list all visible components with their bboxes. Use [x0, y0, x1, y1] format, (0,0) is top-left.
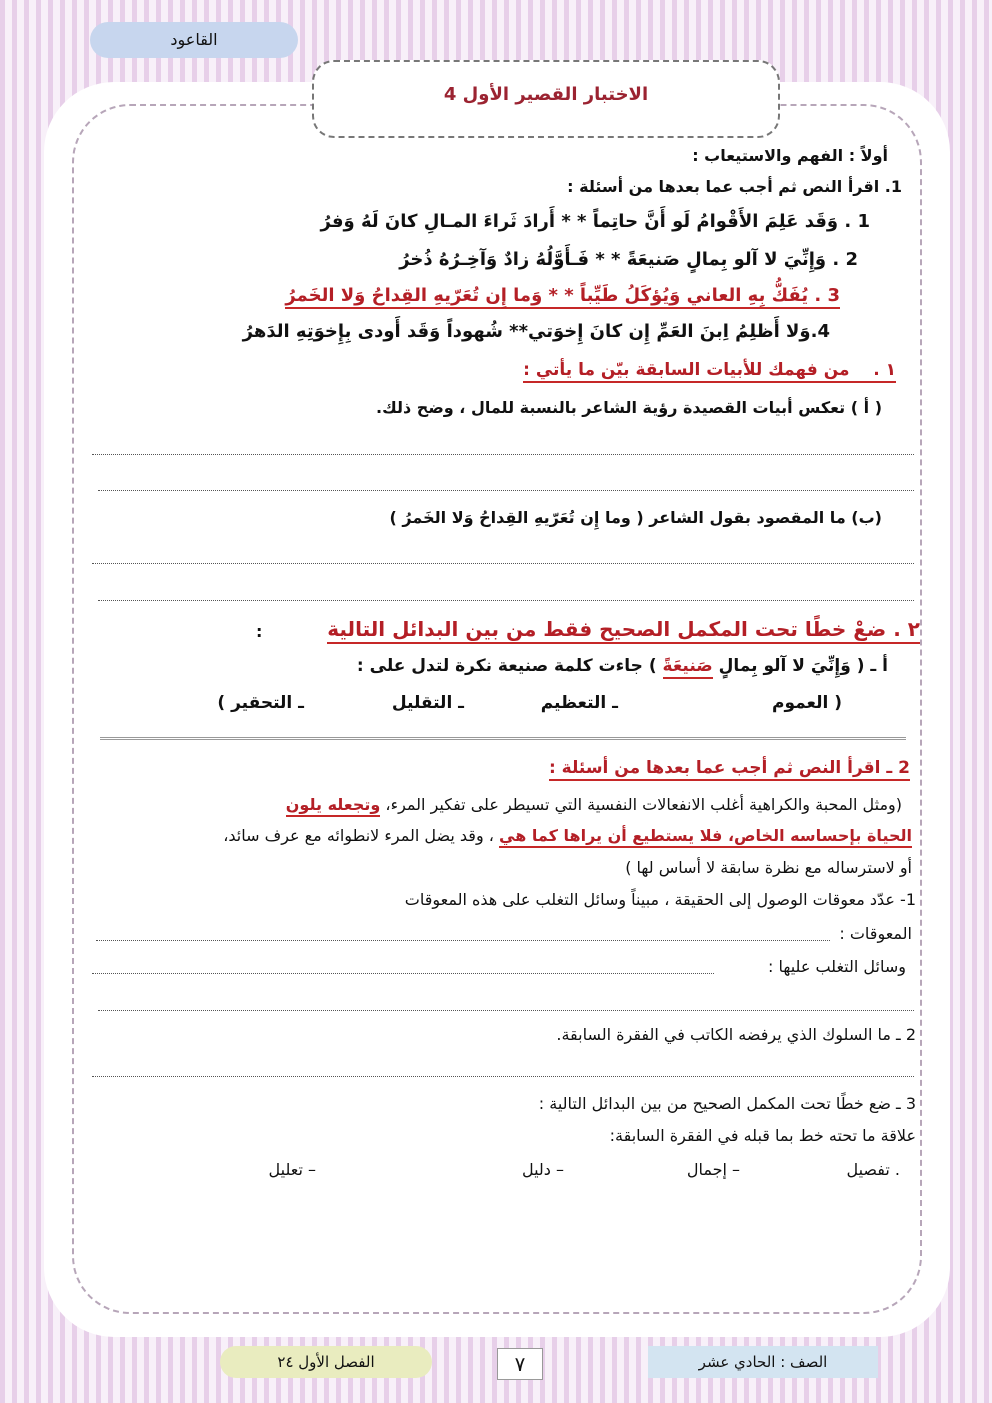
- verse-3: [285, 285, 840, 308]
- section1-instruction: 1. اقرأ النص ثم أجب عما بعدها من أسئلة :: [567, 177, 902, 196]
- grade-label: الصف : الحادي عشر: [648, 1346, 878, 1378]
- answer-line[interactable]: [98, 490, 914, 491]
- question-2-colon: :: [256, 622, 263, 641]
- option-3[interactable]: ـ التقليل: [391, 693, 464, 713]
- option-reasoning[interactable]: – تعليل: [268, 1160, 316, 1179]
- question-2-underline: [327, 617, 920, 644]
- page-number: ٧: [497, 1348, 543, 1380]
- section2-question-3-sub: علاقة ما تحته خط بما قبله في الفقرة السابقة:: [609, 1126, 916, 1145]
- option-1[interactable]: ( العموم: [771, 693, 842, 713]
- question-2-text: ضعْ خطًا تحت المكمل الصحيح فقط من بين البدائل التالية: [327, 617, 887, 641]
- section2-instruction-text: 2 ـ اقرأ النص ثم أجب عما بعدها من أسئلة :: [549, 758, 910, 781]
- question-1-underline: [523, 360, 896, 383]
- answer-line[interactable]: [98, 1010, 914, 1011]
- question-1a: ( أ ) تعكس أبيات القصيدة رؤية الشاعر بالنسبة للمال ، وضح ذلك.: [376, 398, 882, 417]
- section-divider: [100, 737, 906, 740]
- verse-1: 1 . وَقَد عَلِمَ الأَقْوامُ لَو أَنَّ حاتِماً * * أَرادَ ثَراءَ المـالِ كانَ لَهُ وَفرُ: [320, 211, 870, 232]
- answer-line[interactable]: [92, 1076, 914, 1077]
- verse-2: 2 . وَإِنِّيَ لا آلو بِمالٍ صَنيعَةً * * فَـأَوَّلُهُ زادٌ وَآخِـرُهُ ذُخرُ: [399, 249, 858, 270]
- teacher-tag: القاعود: [90, 22, 298, 58]
- option-evidence[interactable]: – دليل: [521, 1160, 564, 1179]
- question-2a-prefix: أ ـ ( وَإِنِّيَ لا آلو بِمالٍ: [718, 656, 888, 676]
- option-detail[interactable]: . تفصيل: [846, 1160, 900, 1179]
- question-2-number: ٢ .: [893, 617, 920, 641]
- question-1: [523, 360, 896, 381]
- passage-line-1: [286, 795, 902, 815]
- answer-line[interactable]: [98, 600, 914, 601]
- option-summary[interactable]: – إجمال: [686, 1160, 740, 1179]
- answer-line[interactable]: [92, 973, 714, 974]
- section2-question-3: 3 ـ ضع خطًا تحت المكمل الصحيح من بين البدائل التالية :: [538, 1094, 916, 1113]
- question-2: [327, 617, 920, 642]
- section2-instruction: [549, 758, 910, 779]
- question-2a-suffix: ) جاءت كلمة صنيعة نكرة لتدل على :: [356, 656, 663, 676]
- answer-line[interactable]: [92, 454, 914, 455]
- option-4[interactable]: ـ التحقير ): [217, 693, 304, 713]
- means-label: وسائل التغلب عليها :: [767, 957, 906, 976]
- section2-question-2: 2 ـ ما السلوك الذي يرفضه الكاتب في الفقرة السابقة.: [556, 1025, 916, 1044]
- verse-4: 4.وَلا أَظلِمُ اِبنَ العَمِّ إِن كانَ إِخوَتي** شُهوداً وَقَد أَودى بِإِخوَتِهِ الدَهرُ: [242, 321, 830, 342]
- verse-3-text: 3 . يُفَكُّ بِهِ العاني وَيُؤكَلُ طَيِّباً * * وَما إِن تُعَرّيهِ القِداحُ وَلا الخَمرُ: [285, 285, 840, 309]
- answer-line[interactable]: [96, 940, 830, 941]
- page-title: الاختبار القصير الأول 4: [443, 84, 649, 105]
- option-2[interactable]: ـ التعظيم: [540, 693, 618, 713]
- passage-line-1-main: (ومثل المحبة والكراهية أغلب الانفعالات النفسية التي تسيطر على تفكير المرء،: [385, 795, 902, 814]
- question-2a-word: صَنيعَةً: [663, 656, 713, 679]
- question-1-text: من فهمك للأبيات السابقة بيّن ما يأتي :: [523, 360, 850, 380]
- section2-question-1: 1- عدّد معوقات الوصول إلى الحقيقة ، مبيناً وسائل التغلب على هذه المعوقات: [404, 890, 916, 909]
- passage-line-3: أو لاسترساله مع نظرة سابقة لا أساس لها ): [625, 858, 912, 877]
- passage-line-2-main: ، وقد يضل المرء لانطوائه مع عرف سائد،: [223, 826, 494, 845]
- section1-heading: أولاً : الفهم والاستيعاب :: [692, 146, 888, 165]
- passage-line-2-highlight: الحياة بإحساسه الخاص، فلا يستطيع أن يراها كما هي: [499, 826, 912, 848]
- question-1b: (ب) ما المقصود بقول الشاعر ( وما إِن تُعَرّيهِ القِداحُ وَلا الخَمرُ ): [389, 508, 882, 527]
- semester-label: الفصل الأول ٢٤: [220, 1346, 432, 1378]
- passage-line-2: [223, 826, 912, 846]
- question-1-number: ١ .: [873, 360, 896, 380]
- passage-line-1-highlight: وتجعله يلون: [286, 795, 381, 817]
- obstacles-label: المعوقات :: [839, 924, 912, 943]
- answer-line[interactable]: [92, 563, 914, 564]
- question-2a: [357, 656, 888, 677]
